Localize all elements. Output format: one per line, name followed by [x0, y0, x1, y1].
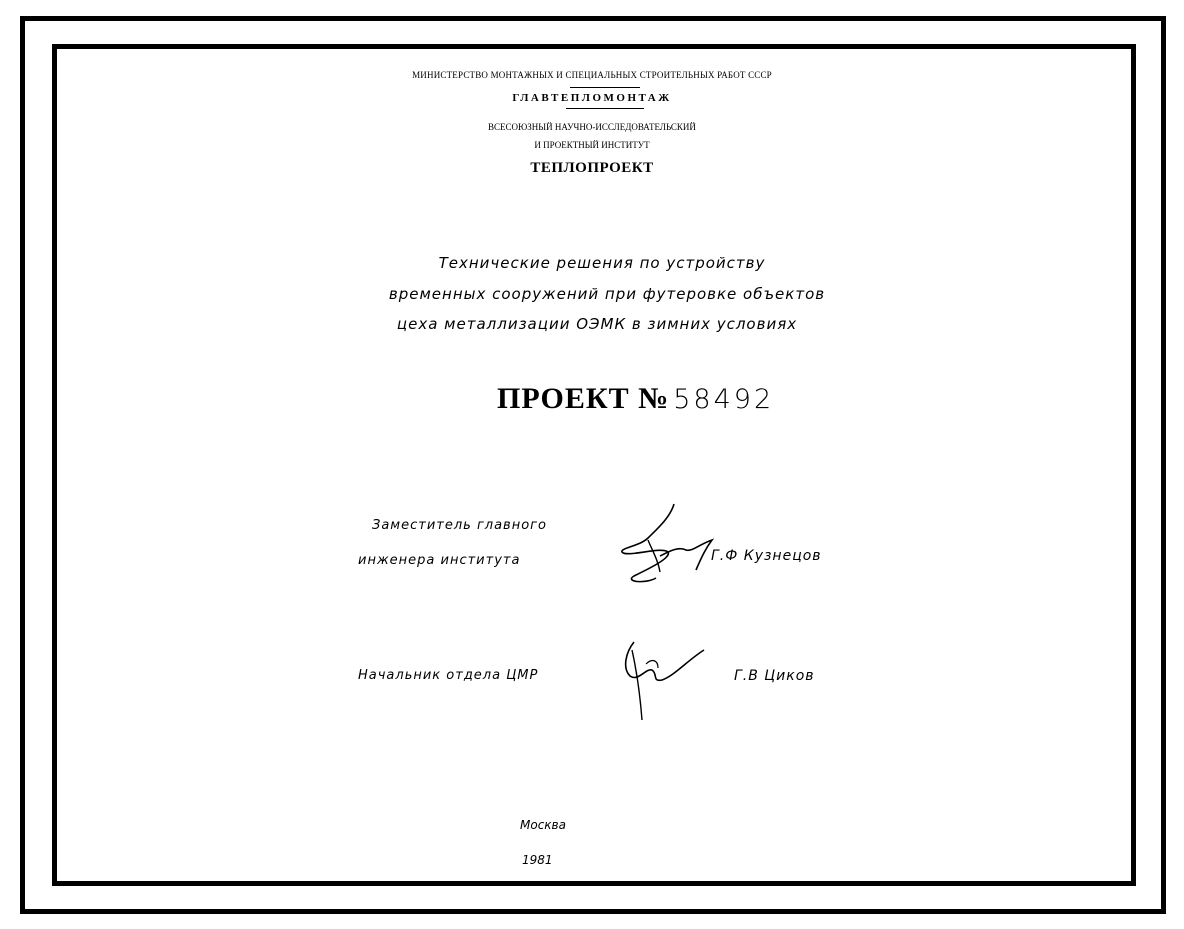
signer-2-position: Начальник отдела ЦМР — [358, 668, 539, 683]
signer-2-name: Г.В Циков — [734, 668, 815, 684]
signer-1-name: Г.Ф Кузнецов — [711, 548, 822, 564]
title-line-1: Технические решения по устройству — [438, 254, 766, 272]
signer-1-position-line-2: инженера института — [358, 553, 521, 568]
institute-name: ТЕПЛОПРОЕКТ — [530, 160, 654, 176]
glav-header: ГЛАВТЕПЛОМОНТАЖ — [512, 92, 672, 104]
year: 1981 — [522, 853, 553, 867]
ministry-header: МИНИСТЕРСТВО МОНТАЖНЫХ И СПЕЦИАЛЬНЫХ СТРОИТЕЛЬНЫХ РАБОТ СССР — [412, 70, 772, 80]
institute-line-1: ВСЕСОЮЗНЫЙ НАУЧНО-ИССЛЕДОВАТЕЛЬСКИЙ — [488, 122, 696, 132]
city: Москва — [520, 818, 566, 832]
header-underline — [566, 108, 644, 109]
project-number-value: 58492 — [673, 384, 775, 415]
signature-2-icon — [612, 638, 712, 723]
project-label: ПРОЕКТ № — [497, 382, 670, 415]
title-line-3: цеха металлизации ОЭМК в зимних условиях — [396, 315, 798, 333]
signer-1-position-line-1: Заместитель главного — [372, 518, 547, 533]
title-line-2: временных сооружений при футеровке объектов — [388, 285, 826, 303]
header-rule — [570, 87, 640, 88]
institute-line-2: И ПРОЕКТНЫЙ ИНСТИТУТ — [534, 140, 650, 150]
signature-1-icon — [612, 500, 722, 590]
project-number — [497, 382, 774, 416]
